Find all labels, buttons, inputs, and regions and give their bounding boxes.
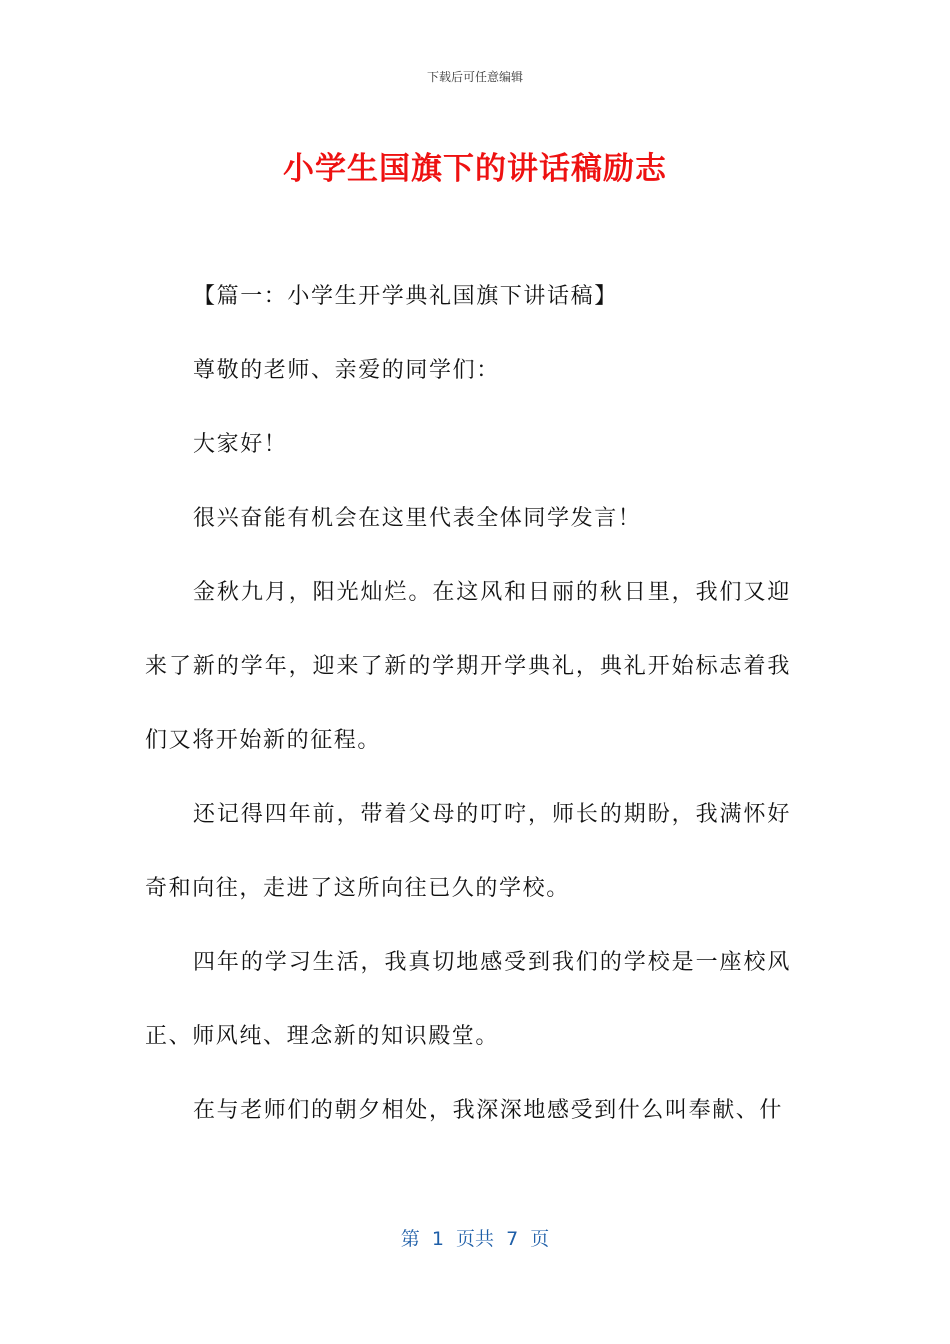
paragraph-salutation: 尊敬的老师、亲爱的同学们： <box>193 358 500 383</box>
document-body <box>145 260 791 1148</box>
paragraph-autumn: 金秋九月，阳光灿烂。在这风和日丽的秋日里，我们又迎来了新的学年，迎来了新的学期开学典礼，典礼开始标志着我们又将开始新的征程。 <box>145 580 791 753</box>
paragraph-school-life: 四年的学习生活，我真切地感受到我们的学校是一座校风正、师风纯、理念新的知识殿堂。 <box>145 950 791 1049</box>
header-note: 下载后可任意编辑 <box>426 70 523 84</box>
paragraph-memory: 还记得四年前，带着父母的叮咛，师长的期盼，我满怀好奇和向往，走进了这所向往已久的学校。 <box>145 802 791 901</box>
paragraph-section-heading: 【篇一：小学生开学典礼国旗下讲话稿】 <box>193 284 618 309</box>
paragraph-greeting: 大家好！ <box>193 432 288 457</box>
document-title: 小学生国旗下的讲话稿励志 <box>283 151 667 187</box>
paragraph-teachers: 在与老师们的朝夕相处，我深深地感受到什么叫奉献、什 <box>193 1098 784 1123</box>
page-number-footer: 第 1 页共 7 页 <box>400 1228 550 1250</box>
paragraph-intro: 很兴奋能有机会在这里代表全体同学发言！ <box>193 506 642 531</box>
